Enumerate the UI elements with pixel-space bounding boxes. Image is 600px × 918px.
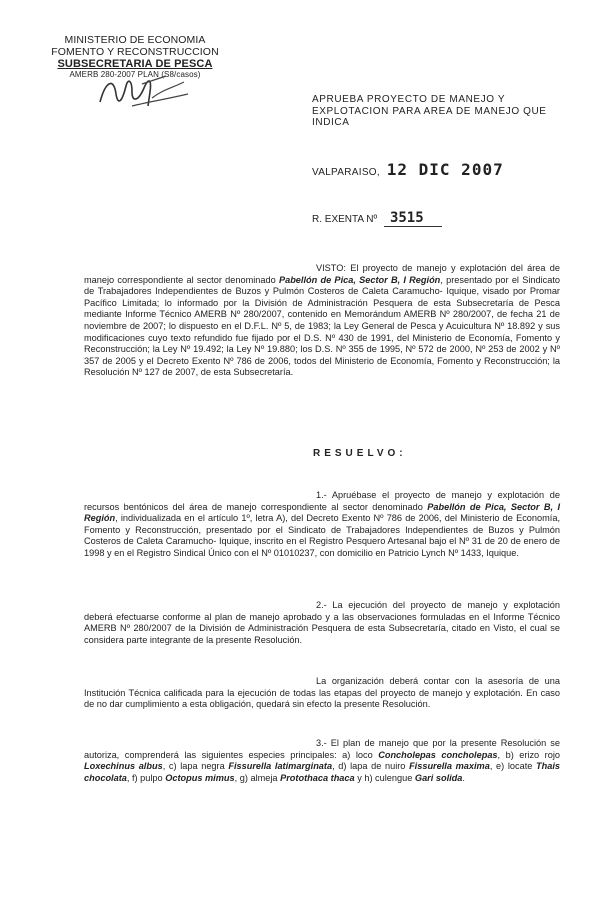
place: VALPARAISO, [312,167,380,178]
species-name: Fissurella latimarginata [228,761,333,772]
visto-paragraph [84,263,560,379]
species-text: 3.- El plan de manejo que por la presente Resolución se autoriza, comprenderá las siguientes especies principales: a) loco [84,738,560,760]
species-name: Fissurella maxima [409,761,490,772]
article-1-text-2: , individualizada en el artículo 1º, letra A), del Decreto Exento Nº 786 de 2006, del Ministerio de Economía, Fomento y Reconstrucción, presentado por el Sindicato de Trabajadores Independientes de Buzos y Pulmón Costeros de Caleta Caramucho- Iquique, inscrito en el Registro Pesquero Artesanal bajo el Nº 31 de 20 de enero de 1998 y en el Registro Sindical Único con el Nº 01010237, con domicilio en Patricio Lynch Nº 1433, Iquique. [84,513,560,558]
species-name: Gari solida [414,772,463,783]
visto-text-2: , presentado por el Sindicato de Trabajadores Independientes de Buzos y Pulmón Costeros de Caleta Caramucho- Iquique, visado por Promar Pacífico Limitada; lo informado por la División de Administración Pesquera de esta Subsecretaría de Pesca mediante Informe Técnico AMERB Nº 280/2007, contenido en Memorándum AMERB Nº 280/2007, de fecha 21 de noviembre de 2007; lo dispuesto en el D.F.L. Nº 5, de 1983; la Ley General de Pesca y Acuicultura Nº 18.892 y sus modificaciones cuyo texto refundido fue fijado por el D.S. Nº 430 de 1991, del Ministerio de Economía, Fomento y Reconstrucción; la Ley Nº 19.492; la Ley Nº 19.880; los D.S. Nº 355 de 1995, Nº 572 de 2000, Nº 253 de 2002 y Nº 357 de 2005 y el Decreto Exento Nº 786 de 2006, todos del Ministerio de Economía, Fomento y Reconstrucción; la Resolución Nº 127 de 2007, de esta Subsecretaría. [84,274,561,378]
species-name: Loxechinus albus [84,761,163,772]
article-1-text-1: 1.- Apruébase el proyecto de manejo y explotación de recursos bentónicos del área de manejo correspondiente al sector denominado [84,490,560,512]
handwritten-signature [92,72,212,112]
species-text: y h) culengue [354,772,415,783]
species-text: . [462,772,465,783]
resolution-number-value: 3515 [384,210,442,227]
species-name: Concholepas concholepas [378,749,498,760]
number-label: Nº [366,214,378,225]
species-text: , c) lapa negra [162,761,229,772]
date-stamp: 12 DIC 2007 [386,160,504,179]
species-name: Protothaca thaca [280,772,355,783]
file-reference: AMERB 280-2007 PLAN (S8/casos) [69,70,201,79]
article-3-paragraph [84,738,560,784]
visto-text-1: VISTO: El proyecto de manejo y explotación del área de manejo correspondiente al sector denominado [84,263,560,285]
species-text: , d) lapa de nuiro [332,761,410,772]
species-text: , f) pulpo [126,772,166,783]
species-text: , g) almeja [234,772,281,783]
ministry-name-2: FOMENTO Y RECONSTRUCCION [51,46,219,58]
advisory-paragraph: La organización deberá contar con la asesoría de una Institución Técnica calificada para la ejecución de todas las etapas del proyecto de manejo y explotación. En caso de no dar cumplimiento a esta obligación, quedará sin efecto la presente Resolución. [84,676,560,710]
article-1-paragraph [84,490,560,560]
resolution-label: R. EXENTA [312,214,364,225]
ministry-name: MINISTERIO DE ECONOMIA [64,34,206,46]
species-name: Octopus mimus [165,772,235,783]
resuelvo-heading: RESUELVO: [313,448,407,459]
visto-sector-name: Pabellón de Pica, Sector B, I Región [278,274,441,285]
resolution-subject: APRUEBA PROYECTO DE MANEJO Y EXPLOTACION PARA AREA DE MANEJO QUE INDICA [312,94,547,128]
place-and-date [312,160,572,179]
article-2-paragraph: 2.- La ejecución del proyecto de manejo y explotación deberá efectuarse conforme al plan de manejo aprobado y a las observaciones formuladas en el Informe Técnico AMERB Nº 280/2007 de la División de Administración Pesquera de esta Subsecretaría, citado en Visto, el cual se considera parte integrante de la presente Resolución. [84,600,560,645]
species-text: , b) erizo rojo [497,749,560,760]
species-name: Thais chocolata [84,761,560,783]
resolution-number [312,210,512,227]
article-1-sector-name: Pabellón de Pica, Sector B, I Región [84,501,560,524]
subsecretaria-name: SUBSECRETARIA DE PESCA [57,58,213,70]
species-text: , e) locate [489,761,536,772]
